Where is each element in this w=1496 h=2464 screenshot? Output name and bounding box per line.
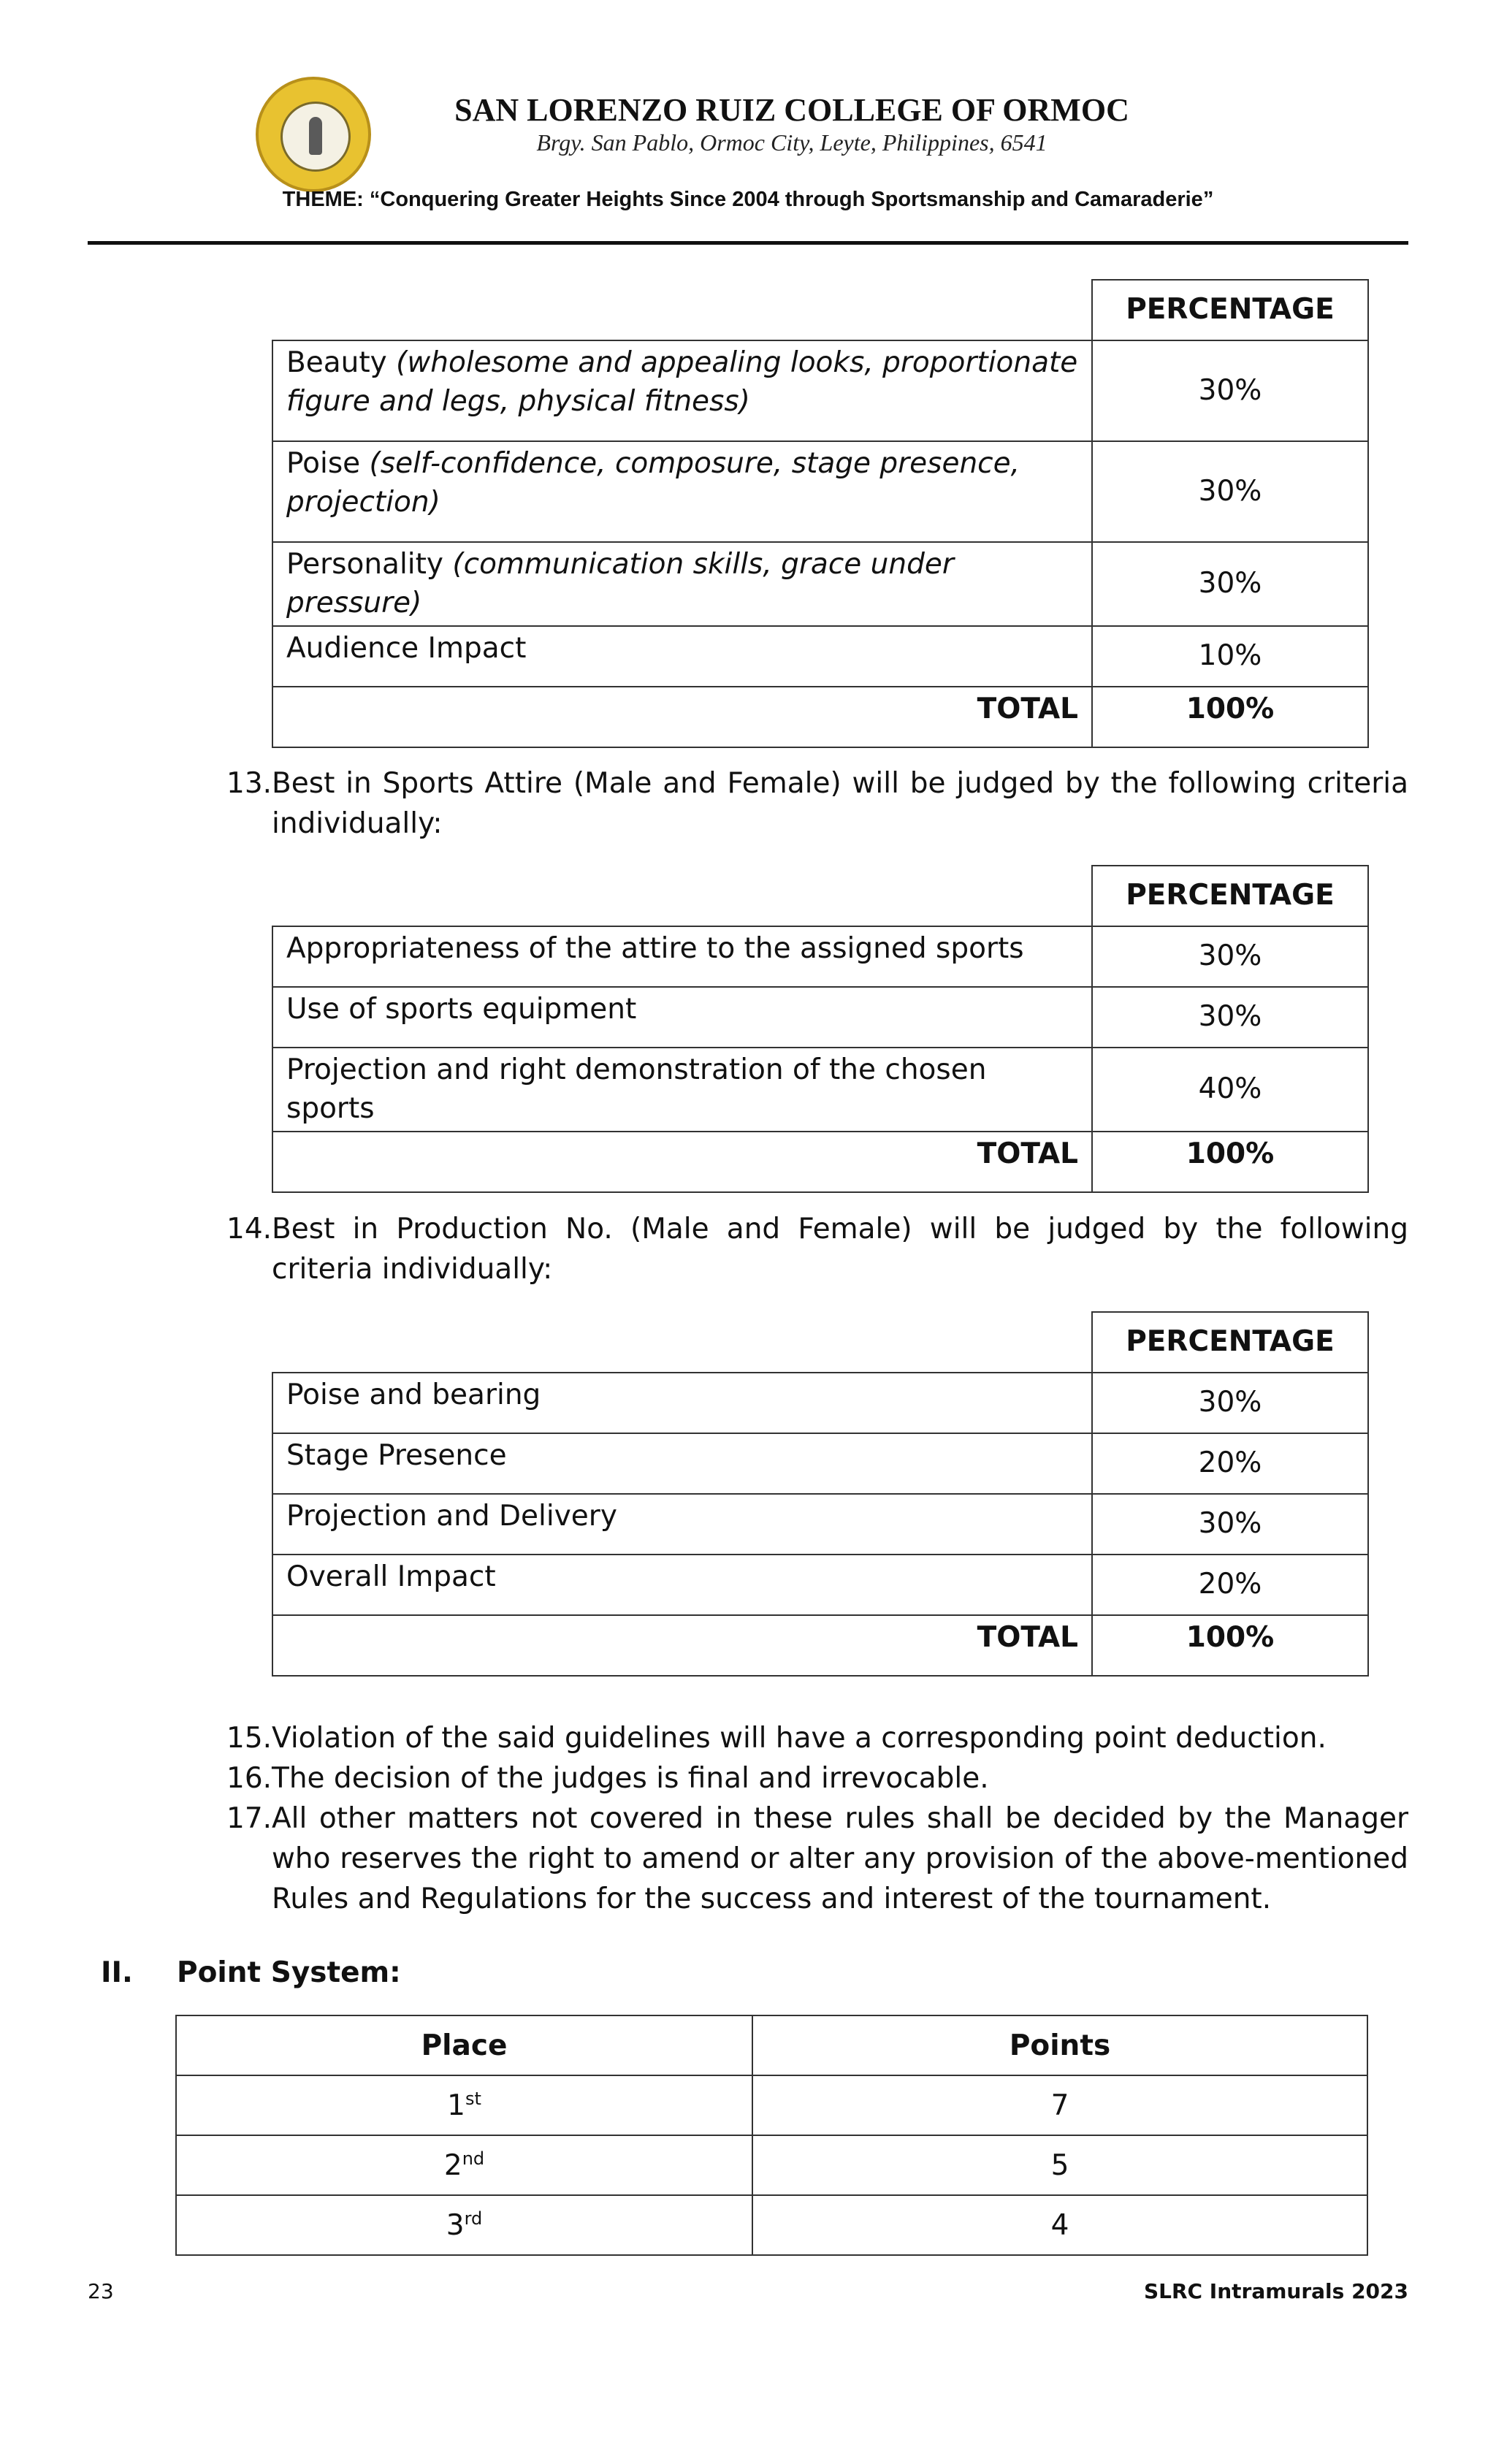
page-number: 23 — [88, 2279, 114, 2303]
college-address: Brgy. San Pablo, Ormoc City, Leyte, Philippines, 6541 — [536, 129, 1047, 156]
rule-item-16 — [226, 1758, 1408, 1799]
percentage-value: 20% — [1092, 1555, 1368, 1615]
table-row — [176, 2075, 1367, 2135]
item-text: Best in Sports Attire (Male and Female) will be judged by the following criteria individually: — [272, 767, 1408, 840]
total-row — [272, 1615, 1368, 1676]
item-number: 17. — [226, 1802, 272, 1835]
table-corner-blank — [272, 866, 1092, 926]
criteria-cell — [272, 441, 1092, 542]
total-value: 100% — [1092, 1132, 1368, 1192]
college-name: SAN LORENZO RUIZ COLLEGE OF ORMOC — [454, 92, 1129, 128]
percentage-value: 40% — [1092, 1048, 1368, 1132]
table-row — [272, 1048, 1368, 1132]
percentage-value: 30% — [1092, 1494, 1368, 1555]
percentage-header: PERCENTAGE — [1092, 280, 1368, 340]
criteria-label: Projection and Delivery — [272, 1494, 1092, 1555]
criteria-label: Stage Presence — [272, 1433, 1092, 1494]
item-text: Best in Production No. (Male and Female) will be judged by the following criteria individually: — [272, 1213, 1408, 1286]
table-row — [272, 340, 1368, 441]
total-row — [272, 687, 1368, 747]
rule-item-17 — [226, 1799, 1408, 1919]
place-cell — [176, 2135, 752, 2195]
total-label: TOTAL — [272, 1132, 1092, 1192]
place-suffix: nd — [462, 2148, 485, 2169]
section-number: II. — [101, 1956, 133, 1989]
table-corner-blank — [272, 280, 1092, 340]
place-header: Place — [176, 2015, 752, 2075]
points-header: Points — [752, 2015, 1367, 2075]
table-row — [272, 626, 1368, 687]
percentage-value: 30% — [1092, 987, 1368, 1048]
beauty-criteria-table — [272, 279, 1369, 748]
points-cell: 7 — [752, 2075, 1367, 2135]
item-number: 16. — [226, 1762, 272, 1795]
footer-title: SLRC Intramurals 2023 — [1143, 2279, 1408, 2303]
item-text: The decision of the judges is final and irrevocable. — [272, 1762, 989, 1795]
table-row — [272, 1373, 1368, 1433]
percentage-value: 30% — [1092, 1373, 1368, 1433]
table-row — [176, 2195, 1367, 2255]
place-suffix: rd — [464, 2208, 483, 2229]
place-cell — [176, 2075, 752, 2135]
total-row — [272, 1132, 1368, 1192]
item-number: 14. — [226, 1213, 272, 1246]
criteria-description: (wholesome and appealing looks, proportionate figure and legs, physical fitness) — [286, 346, 1078, 418]
total-value: 100% — [1092, 1615, 1368, 1676]
table-corner-blank — [272, 1312, 1092, 1373]
percentage-value: 30% — [1092, 441, 1368, 542]
criteria-label: Poise — [286, 447, 361, 480]
rule-item-15 — [226, 1718, 1408, 1758]
table-row — [272, 1555, 1368, 1615]
rule-item-13 — [226, 763, 1408, 844]
criteria-cell — [272, 542, 1092, 626]
criteria-label: Projection and right demonstration of the chosen sports — [272, 1048, 1092, 1132]
criteria-label: Audience Impact — [272, 626, 1092, 687]
place-number: 3 — [446, 2209, 465, 2242]
percentage-value: 10% — [1092, 626, 1368, 687]
place-cell — [176, 2195, 752, 2255]
item-number: 15. — [226, 1722, 272, 1755]
criteria-label: Overall Impact — [272, 1555, 1092, 1615]
table-row — [272, 987, 1368, 1048]
table-row — [272, 926, 1368, 987]
points-cell: 4 — [752, 2195, 1367, 2255]
table-row — [272, 542, 1368, 626]
header-divider — [88, 241, 1408, 245]
criteria-label: Appropriateness of the attire to the assigned sports — [272, 926, 1092, 987]
total-label: TOTAL — [272, 687, 1092, 747]
item-number: 13. — [226, 767, 272, 800]
percentage-header: PERCENTAGE — [1092, 866, 1368, 926]
section-title: Point System: — [177, 1956, 401, 1989]
percentage-value: 30% — [1092, 926, 1368, 987]
criteria-description: (communication skills, grace under pressure) — [286, 548, 954, 619]
table-row — [272, 1433, 1368, 1494]
percentage-value: 30% — [1092, 340, 1368, 441]
point-system-table — [175, 2015, 1368, 2256]
criteria-description: (self-confidence, composure, stage presence, projection) — [286, 447, 1020, 519]
table-row — [272, 441, 1368, 542]
event-theme: THEME: “Conquering Greater Heights Since 2004 through Sportsmanship and Camaraderie” — [282, 188, 1214, 211]
table-row — [272, 1494, 1368, 1555]
sports-attire-criteria-table — [272, 865, 1369, 1193]
percentage-value: 20% — [1092, 1433, 1368, 1494]
criteria-label: Personality — [286, 548, 443, 581]
criteria-cell — [272, 340, 1092, 441]
table-row — [176, 2135, 1367, 2195]
table-header-row — [176, 2015, 1367, 2075]
place-number: 1 — [447, 2089, 465, 2122]
rule-item-14 — [226, 1209, 1408, 1289]
criteria-label: Poise and bearing — [272, 1373, 1092, 1433]
total-label: TOTAL — [272, 1615, 1092, 1676]
criteria-label: Use of sports equipment — [272, 987, 1092, 1048]
points-cell: 5 — [752, 2135, 1367, 2195]
percentage-header: PERCENTAGE — [1092, 1312, 1368, 1373]
percentage-value: 30% — [1092, 542, 1368, 626]
criteria-label: Beauty — [286, 346, 387, 379]
place-suffix: st — [465, 2089, 481, 2109]
place-number: 2 — [443, 2149, 462, 2182]
item-text: Violation of the said guidelines will have a corresponding point deduction. — [272, 1722, 1327, 1755]
production-criteria-table — [272, 1311, 1369, 1677]
total-value: 100% — [1092, 687, 1368, 747]
item-text: All other matters not covered in these rules shall be decided by the Manager who reserves the right to amend or alter any provision of the above-mentioned Rules and Regulations for the success and interest of the tournament. — [272, 1802, 1408, 1915]
